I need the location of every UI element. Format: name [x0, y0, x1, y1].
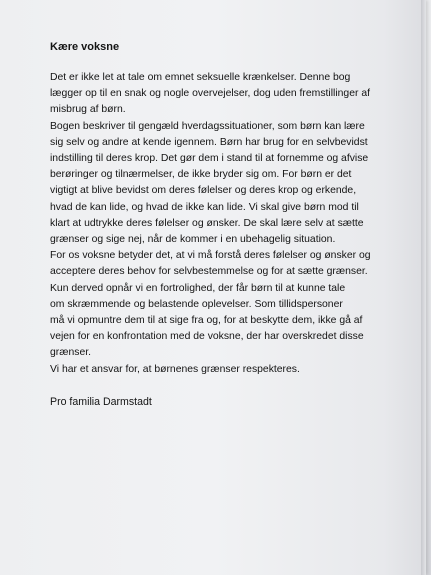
signature: Pro familia Darmstadt: [50, 395, 152, 408]
text-line: vejen for en konfrontation med de voksne, der har overskredet disse: [50, 331, 364, 343]
page-edge: [421, 0, 426, 575]
text-line: Kun derved opnår vi en fortrolighed, der får børn til at kunne tale: [50, 282, 346, 294]
text-line: klart at udtrykke deres følelser og ønsker. De skal lære selv at sætte: [50, 217, 364, 229]
text-line: misbrug af børn.: [50, 104, 126, 116]
paragraph-3: [50, 248, 410, 361]
text-line: må vi opmuntre dem til at sige fra og, for at beskytte dem, ikke gå af: [50, 315, 363, 327]
page-heading: Kære voksne: [50, 41, 120, 53]
text-line: vigtigt at blive bevidst om deres følelser og deres krop og erkende,: [50, 185, 357, 197]
text-block: [50, 40, 410, 410]
text-line: indstilling til deres krop. Det gør dem i stand til at fornemme og afvise: [50, 153, 369, 165]
text-line: For os voksne betyder det, at vi må forstå deres følelser og ønsker og: [50, 250, 371, 262]
text-line: grænser.: [50, 347, 92, 359]
text-line: acceptere deres behov for selvbestemmelse og for at sætte grænser.: [50, 266, 368, 278]
text-line: berøringer og tilnærmelser, de ikke bryder sig om. For børn er det: [50, 169, 352, 181]
text-line: hvad de kan lide, og hvad de ikke kan lide. Vi skal give børn mod til: [50, 201, 359, 213]
paragraph-2: [50, 119, 410, 249]
text-line: Bogen beskriver til gengæld hverdagssituationer, som børn kan lære: [50, 120, 365, 132]
text-line: om skræmmende og belastende oplevelser. Som tillidspersoner: [50, 298, 343, 310]
text-line: grænser og sige nej, når de kommer i en ubehagelig situation.: [50, 234, 336, 246]
paragraph-1: [50, 70, 410, 119]
text-line: Det er ikke let at tale om emnet seksuelle krænkelser. Denne bog: [50, 72, 351, 83]
text-line: sig selv og andre at kende igennem. Børn har brug for en selvbevidst: [50, 136, 368, 148]
text-line: Vi har et ansvar for, at børnenes grænser respekteres.: [50, 363, 300, 375]
paragraph-4: [50, 362, 410, 378]
text-line: lægger op til en snak og nogle overvejelser, dog uden fremstillinger af: [50, 88, 370, 100]
